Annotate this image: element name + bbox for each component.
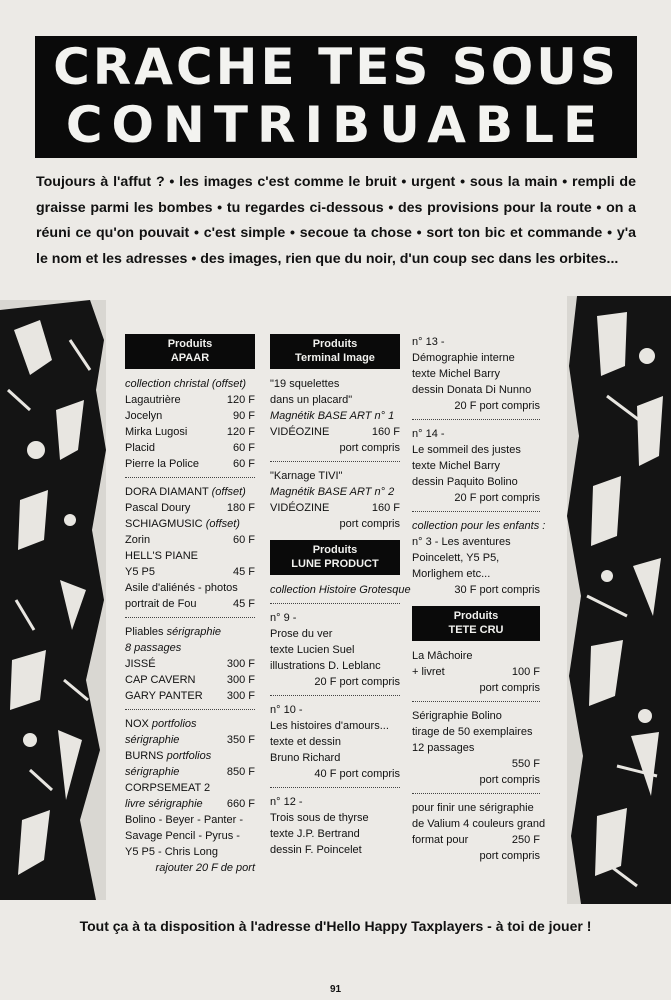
list-item: Le sommeil des justes bbox=[412, 444, 521, 456]
collection-label: collection pour les enfants : bbox=[412, 520, 546, 532]
list-item: + livret 100 F bbox=[412, 666, 540, 678]
list-item: VIDÉOZINE 160 F bbox=[270, 426, 400, 438]
list-item: Trois sous de thyrse bbox=[270, 812, 369, 824]
list-item: Bolino - Beyer - Panter - bbox=[125, 814, 243, 826]
divider bbox=[270, 603, 400, 604]
list-item: Pierre la Police 60 F bbox=[125, 458, 255, 470]
list-item: "Karnage TIVI" bbox=[270, 470, 343, 482]
list-item: 12 passages bbox=[412, 742, 475, 754]
divider bbox=[125, 617, 255, 618]
list-item: livre sérigraphie 660 F bbox=[125, 798, 255, 810]
list-item: tirage de 50 exemplaires bbox=[412, 726, 533, 738]
list-item: port compris bbox=[339, 518, 400, 530]
divider bbox=[270, 461, 400, 462]
list-item: "19 squelettes bbox=[270, 378, 340, 390]
list-item: JISSÉ 300 F bbox=[125, 658, 255, 670]
header-lune-product: Produits LUNE PRODUCT bbox=[270, 540, 400, 575]
list-item: Sérigraphie Bolino bbox=[412, 710, 502, 722]
header-apaar: Produits APAAR bbox=[125, 334, 255, 369]
list-item: texte J.P. Bertrand bbox=[270, 828, 360, 840]
list-item: pour finir une sérigraphie bbox=[412, 802, 534, 814]
list-item: dessin F. Poincelet bbox=[270, 844, 362, 856]
list-item: VIDÉOZINE 160 F bbox=[270, 502, 400, 514]
right-ink-artwork bbox=[567, 296, 671, 904]
list-item: CAP CAVERN 300 F bbox=[125, 674, 255, 686]
list-item: Asile d'aliénés - photos bbox=[125, 582, 238, 594]
list-item: Poincelett, Y5 P5, bbox=[412, 552, 500, 564]
footer-line: Tout ça à ta disposition à l'adresse d'Hello Happy Taxplayers - à toi de jouer ! bbox=[79, 918, 592, 934]
list-item: n° 14 - bbox=[412, 428, 445, 440]
list-item: de Valium 4 couleurs grand bbox=[412, 818, 546, 830]
collection-label: collection Histoire Grotesque bbox=[270, 584, 411, 596]
list-item: Magnétik BASE ART n° 1 bbox=[270, 410, 395, 422]
list-item: 20 F port compris bbox=[314, 676, 400, 688]
list-item: Y5 P5 - Chris Long bbox=[125, 846, 218, 858]
list-item: n° 13 - bbox=[412, 336, 445, 348]
list-item: texte Michel Barry bbox=[412, 460, 501, 472]
collection-label: collection christal (offset) bbox=[125, 378, 247, 390]
divider bbox=[412, 793, 540, 794]
list-item: portrait de Fou 45 F bbox=[125, 598, 255, 610]
list-item: dessin Donata Di Nunno bbox=[412, 384, 532, 396]
list-item: GARY PANTER 300 F bbox=[125, 690, 255, 702]
intro-text: Toujours à l'affut ? • les images c'est comme le bruit • urgent • sous la main • rempli de graisse parmi les bombes • tu regardes ci-dessous • des provisions pour la route • on a réuni ce qu'on pouvait • c'est simple • secoue ta chose • sort ton bic et commande • y'a le nom et les adresses • des images, rien que du noir, d'un coup sec dans les orbites... bbox=[36, 174, 636, 267]
list-item: 550 F bbox=[511, 758, 540, 770]
list-item: 8 passages bbox=[125, 642, 182, 654]
list-item: Pliables sérigraphie bbox=[125, 626, 222, 638]
shipping-note: rajouter 20 F de port bbox=[155, 862, 255, 874]
divider bbox=[412, 701, 540, 702]
list-item: dans un placard" bbox=[270, 394, 353, 406]
divider bbox=[270, 695, 400, 696]
list-item: Bruno Richard bbox=[270, 752, 341, 764]
list-item: Morlighem etc... bbox=[412, 568, 491, 580]
divider bbox=[270, 787, 400, 788]
list-item: port compris bbox=[479, 682, 540, 694]
header-tete-cru: Produits TETE CRU bbox=[412, 606, 540, 641]
title-line-1: CRACHE TES SOUS bbox=[53, 38, 619, 96]
list-item: Lagautrière 120 F bbox=[125, 394, 255, 406]
list-item: texte et dessin bbox=[270, 736, 341, 748]
list-item: 20 F port compris bbox=[454, 492, 540, 504]
left-ink-artwork bbox=[0, 300, 106, 900]
list-item: Savage Pencil - Pyrus - bbox=[125, 830, 240, 842]
list-item: Prose du ver bbox=[270, 628, 333, 640]
list-item: Y5 P5 45 F bbox=[125, 566, 255, 578]
column-terminal-lune bbox=[270, 334, 411, 858]
list-item: 20 F port compris bbox=[454, 400, 540, 412]
list-item: Placid 60 F bbox=[125, 442, 255, 454]
list-item: Pascal Doury 180 F bbox=[125, 502, 255, 514]
list-item: 30 F port compris bbox=[454, 584, 540, 596]
list-item: sérigraphie 850 F bbox=[125, 766, 255, 778]
title-line-2: CONTRIBUABLE bbox=[65, 96, 607, 154]
list-item: DORA DIAMANT (offset) bbox=[125, 486, 246, 498]
list-item: BURNS portfolios bbox=[125, 750, 212, 762]
list-item: sérigraphie 350 F bbox=[125, 734, 255, 746]
list-item: SCHIAGMUSIC (offset) bbox=[125, 518, 240, 530]
list-item: Démographie interne bbox=[412, 352, 515, 364]
divider bbox=[125, 477, 255, 478]
list-item: 40 F port compris bbox=[314, 768, 400, 780]
list-item: dessin Paquito Bolino bbox=[412, 476, 518, 488]
title-banner bbox=[35, 36, 637, 158]
list-item: port compris bbox=[479, 774, 540, 786]
list-item: NOX portfolios bbox=[125, 718, 197, 730]
list-item: HELL'S PIANE bbox=[125, 550, 199, 562]
list-item: texte Lucien Suel bbox=[270, 644, 355, 656]
list-item: n° 10 - bbox=[270, 704, 303, 716]
list-item: format pour 250 F bbox=[412, 834, 540, 846]
divider bbox=[412, 511, 540, 512]
list-item: Zorin 60 F bbox=[125, 534, 255, 546]
list-item: CORPSEMEAT 2 bbox=[125, 782, 211, 794]
column-apaar bbox=[125, 334, 255, 876]
list-item: n° 9 - bbox=[270, 612, 297, 624]
list-item: Les histoires d'amours... bbox=[270, 720, 389, 732]
list-item: n° 3 - Les aventures bbox=[412, 536, 511, 548]
list-item: port compris bbox=[479, 850, 540, 862]
list-item: n° 12 - bbox=[270, 796, 303, 808]
list-item: texte Michel Barry bbox=[412, 368, 501, 380]
list-item: La Mâchoire bbox=[412, 650, 473, 662]
list-item: Jocelyn 90 F bbox=[125, 410, 255, 422]
page-number: 91 bbox=[329, 984, 342, 995]
divider bbox=[125, 709, 255, 710]
header-terminal-image: Produits Terminal Image bbox=[270, 334, 400, 369]
divider bbox=[412, 419, 540, 420]
list-item: Magnétik BASE ART n° 2 bbox=[270, 486, 395, 498]
list-item: illustrations D. Leblanc bbox=[270, 660, 381, 672]
list-item: port compris bbox=[339, 442, 400, 454]
list-item: Mirka Lugosi 120 F bbox=[125, 426, 255, 438]
column-suite-tete-cru bbox=[412, 334, 546, 864]
